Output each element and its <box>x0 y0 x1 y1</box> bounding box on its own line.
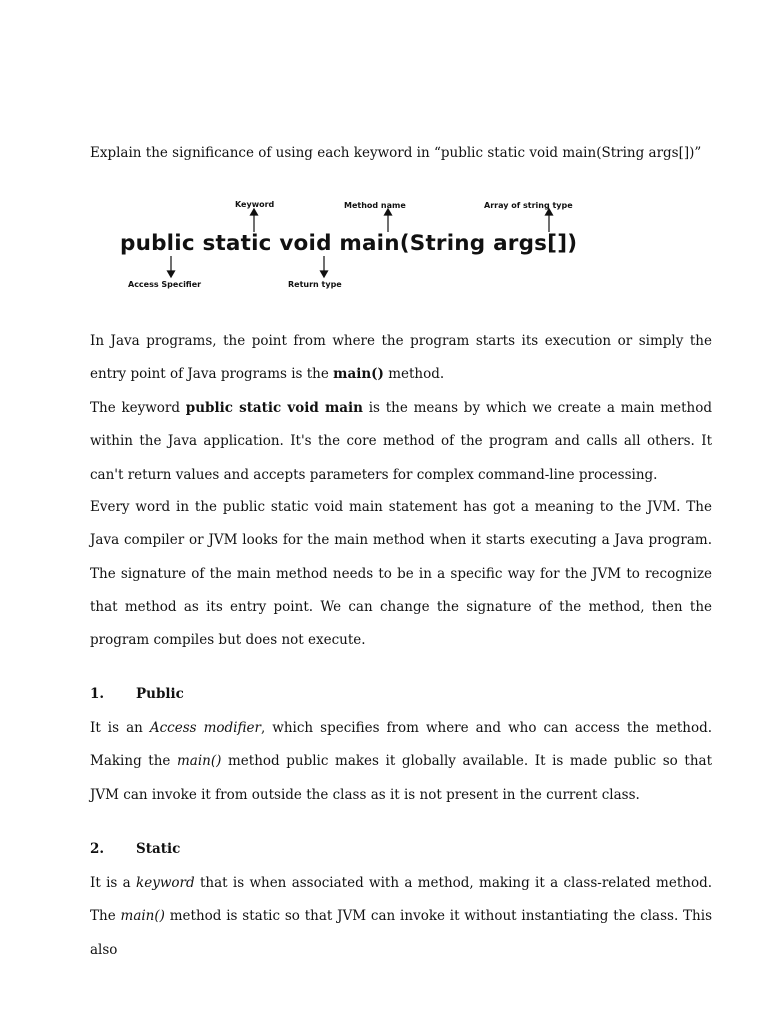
p1-bold-main: main() <box>333 366 384 383</box>
paragraph-keyword <box>90 392 712 492</box>
s1-text-e: method public makes it globally available. It is made public so that JVM can invoke it from outside the class as it is not present in the current class. <box>90 753 712 803</box>
p1-text-a: In Java programs, the point from where the program starts its execution or simply the entry point of Java programs is the <box>90 333 712 383</box>
paragraph-jvm-meaning <box>90 491 712 657</box>
label-keyword: Keyword <box>235 200 275 209</box>
section-heading-public <box>90 686 184 702</box>
section-number: 2. <box>90 841 105 857</box>
p3-text: Every word in the public static void main statement has got a meaning to the JVM. The Java compiler or JVM looks for the main method when it starts executing a Java program. The signature of the main method needs to be in a specific way for the JVM to recognize that method as its entry point. We can change the signature of the method, then the program compiles but does not execute. <box>90 499 712 649</box>
p2-text-c: is the means by which we create a main method within the Java application. It's the core method of the program and calls all others. It can't return values and accepts parameters for complex command-line processing. <box>90 400 712 483</box>
s2-italic-keyword: keyword <box>136 875 195 891</box>
label-array-type: Array of string type <box>484 201 573 210</box>
p2-bold-keyword: public static void main <box>185 400 363 416</box>
question-text <box>90 145 712 161</box>
code-signature: public static void main(String args[]) <box>120 231 578 256</box>
question-label: Explain the significance of using each keyword in “public static void main(String args[])” <box>90 145 702 161</box>
s1-italic-main: main() <box>177 753 222 770</box>
s2-text-c: that is when associated with a method, making it a class-related method. The <box>90 875 713 925</box>
p1-text-c: method. <box>383 366 445 383</box>
s2-text-a: It is a <box>90 875 137 891</box>
section-text-static <box>90 867 712 967</box>
s1-text-c: , which specifies from where and who can access the method. Making the <box>90 720 713 770</box>
section-heading-static <box>90 841 180 857</box>
label-access-specifier: Access Specifier <box>128 280 202 289</box>
s1-text-a: It is an <box>90 720 150 736</box>
main-signature-diagram <box>120 198 620 294</box>
s2-italic-main: main() <box>120 908 165 925</box>
paragraph-entry-point <box>90 325 712 392</box>
label-method-name: Method name <box>344 201 406 210</box>
s1-italic-access-modifier: Access modifier <box>149 720 261 736</box>
section-text-public <box>90 712 712 812</box>
section-title: Public <box>136 686 184 702</box>
s2-text-e: method is static so that JVM can invoke it without instantiating the class. This also <box>90 908 713 958</box>
section-title: Static <box>136 841 181 857</box>
p2-text-a: The keyword <box>90 400 186 416</box>
label-return-type: Return type <box>288 280 342 289</box>
section-number: 1. <box>90 686 105 702</box>
